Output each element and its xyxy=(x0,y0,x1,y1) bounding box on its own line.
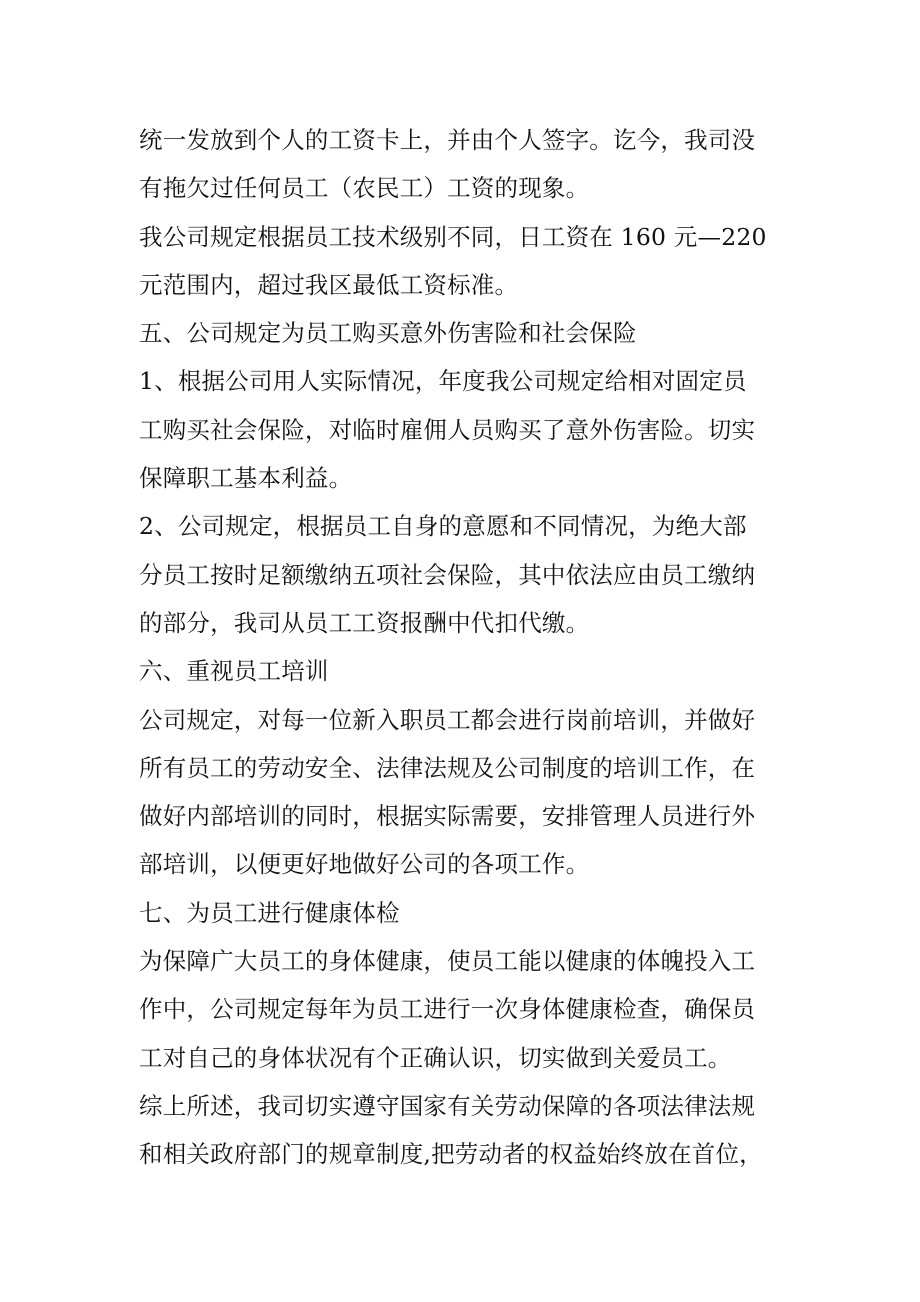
text-line: 保障职工基本利益。 xyxy=(139,464,353,493)
text-line: 作中，公司规定每年为员工进行一次身体健康检查，确保员 xyxy=(139,995,756,1024)
text-line: 综上所述，我司切实遵守国家有关劳动保障的各项法律法规 xyxy=(139,1091,756,1120)
text-line: 做好内部培训的同时，根据实际需要，安排管理人员进行外 xyxy=(139,802,756,831)
section-heading: 六、重视员工培训 xyxy=(139,657,329,686)
text-line: 所有员工的劳动安全、法律法规及公司制度的培训工作，在 xyxy=(139,753,756,782)
text-line: 1、根据公司用人实际情况，年度我公司规定给相对固定员 xyxy=(139,367,747,396)
text-line: 部培训，以便更好地做好公司的各项工作。 xyxy=(139,850,590,879)
text-line: 2、公司规定，根据员工自身的意愿和不同情况，为绝大部 xyxy=(139,512,747,541)
section-heading: 五、公司规定为员工购买意外伤害险和社会保险 xyxy=(139,319,637,348)
text-line: 的部分，我司从员工工资报酬中代扣代缴。 xyxy=(139,608,590,637)
text-line: 我公司规定根据员工技术级别不同，日工资在 160 元—220 xyxy=(139,222,767,251)
text-line: 分员工按时足额缴纳五项社会保险，其中依法应由员工缴纳 xyxy=(139,560,756,589)
text-line: 工对自己的身体状况有个正确认识，切实做到关爱员工。 xyxy=(139,1043,732,1072)
text-line: 工购买社会保险，对临时雇佣人员购买了意外伤害险。切实 xyxy=(139,415,756,444)
section-heading: 七、为员工进行健康体检 xyxy=(139,898,400,927)
text-line: 有拖欠过任何员工（农民工）工资的现象。 xyxy=(139,174,590,203)
document-body xyxy=(139,116,789,1179)
text-line: 为保障广大员工的身体健康，使员工能以健康的体魄投入工 xyxy=(139,947,756,976)
text-line: 公司规定，对每一位新入职员工都会进行岗前培训，并做好 xyxy=(139,705,756,734)
text-line: 和相关政府部门的规章制度,把劳动者的权益始终放在首位， xyxy=(139,1140,763,1169)
text-line: 元范围内，超过我区最低工资标准。 xyxy=(139,270,519,299)
text-line: 统一发放到个人的工资卡上，并由个人签字。讫今，我司没 xyxy=(139,126,756,154)
